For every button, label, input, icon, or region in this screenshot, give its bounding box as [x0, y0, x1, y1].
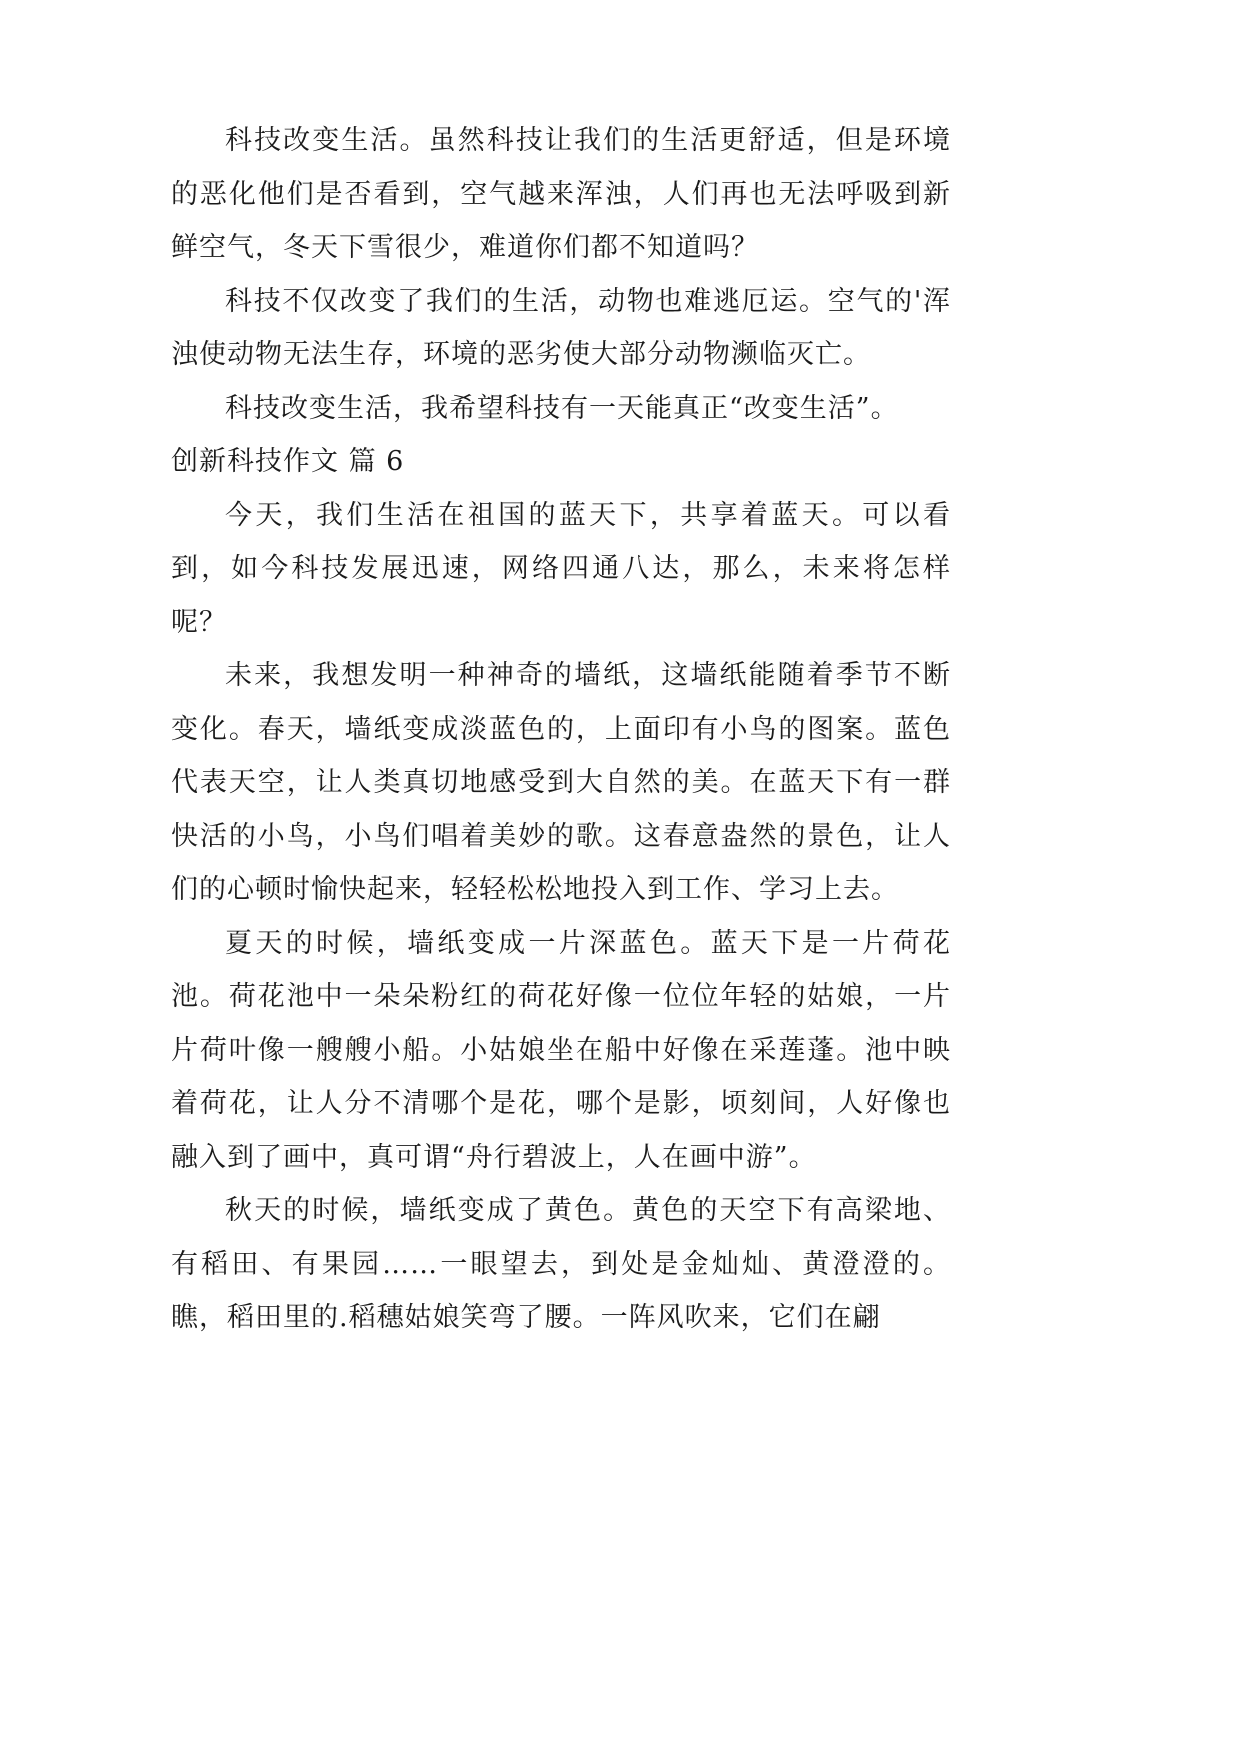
article-body — [171, 114, 951, 1345]
paragraph: 夏天的时候，墙纸变成一片深蓝色。蓝天下是一片荷花池。荷花池中一朵朵粉红的荷花好像一位位年轻的姑娘，一片片荷叶像一艘艘小船。小姑娘坐在船中好像在采莲蓬。池中映着荷花，让人分不清哪个是花，哪个是影，顷刻间，人好像也融入到了画中，真可谓“舟行碧波上，人在画中游”。 — [171, 927, 951, 1173]
paragraph: 科技改变生活，我希望科技有一天能真正“改变生活”。 — [225, 392, 899, 424]
paragraph: 秋天的时候，墙纸变成了黄色。黄色的天空下有高梁地、有稻田、有果园……一眼望去，到处是金灿灿、黄澄澄的。瞧，稻田里的.稻穗姑娘笑弯了腰。一阵风吹来，它们在翩 — [171, 1195, 951, 1333]
paragraph: 今天，我们生活在祖国的蓝天下，共享着蓝天。可以看到，如今科技发展迅速，网络四通八达，那么，未来将怎样呢？ — [171, 499, 951, 638]
paragraph: 科技改变生活。虽然科技让我们的生活更舒适，但是环境的恶化他们是否看到，空气越来浑浊，人们再也无法呼吸到新鲜空气，冬天下雪很少，难道你们都不知道吗？ — [171, 125, 951, 263]
paragraph: 科技不仅改变了我们的生活，动物也难逃厄运。空气的'浑浊使动物无法生存，环境的恶劣使大部分动物濒临灭亡。 — [171, 285, 951, 370]
paragraph: 未来，我想发明一种神奇的墙纸，这墙纸能随着季节不断变化。春天，墙纸变成淡蓝色的，上面印有小鸟的图案。蓝色代表天空，让人类真切地感受到大自然的美。在蓝天下有一群快活的小鸟，小鸟们唱着美妙的歌。这春意盎然的景色，让人们的心顿时愉快起来，轻轻松松地投入到工作、学习上去。 — [171, 660, 951, 905]
section-heading: 创新科技作文 篇 6 — [171, 446, 405, 477]
